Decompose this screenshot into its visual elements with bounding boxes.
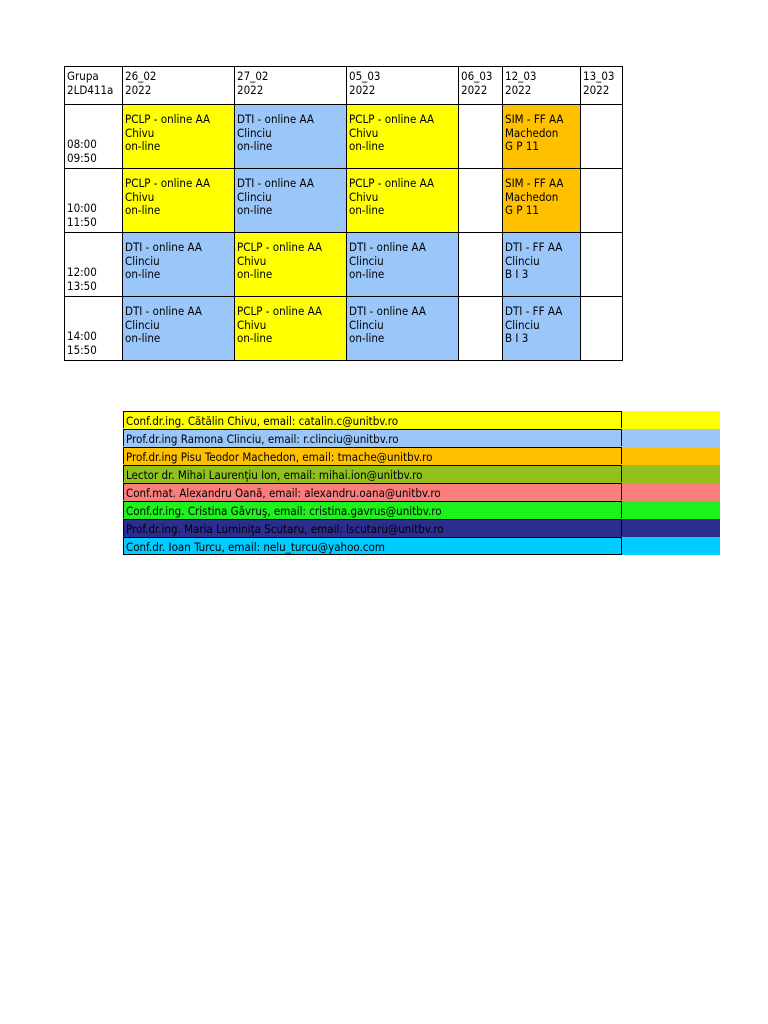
legend-row: [123, 429, 720, 447]
date-day: 27_02: [237, 69, 269, 83]
teacher-name: Clinciu: [349, 317, 384, 332]
date-header-cell: [235, 67, 347, 105]
class-cell: [123, 169, 235, 233]
course-label: PCLP - online AA: [125, 112, 211, 126]
class-cell: [503, 169, 581, 233]
date-header-cell: [581, 67, 623, 105]
teacher-name: Machedon: [505, 189, 559, 204]
course-label: PCLP - online AA: [349, 176, 435, 190]
teacher-name: Chivu: [237, 253, 267, 268]
empty-cell: [459, 233, 503, 297]
empty-cell: [459, 169, 503, 233]
date-year: 2022: [125, 82, 152, 97]
empty-cell: [581, 105, 623, 169]
course-label: DTI - online AA: [125, 304, 202, 318]
date-year: 2022: [461, 82, 488, 97]
time-end: 13:50: [67, 278, 97, 293]
room-label: on-line: [125, 331, 161, 345]
room-label: on-line: [125, 139, 161, 153]
legend-teacher-text: Prof.dr.ing Ramona Clinciu, email: r.clinciu@unitbv.ro: [123, 429, 622, 446]
legend-teacher-text: Conf.dr.ing. Cristina Găvruş, email: cristina.gavrus@unitbv.ro: [123, 501, 622, 518]
course-label: PCLP - online AA: [237, 240, 323, 254]
time-start: 12:00: [67, 265, 97, 279]
legend-teacher-text: Conf.dr.ing. Cătălin Chivu, email: catalin.c@unitbv.ro: [123, 411, 622, 428]
time-slot-cell: [65, 105, 123, 169]
time-start: 10:00: [67, 201, 97, 215]
room-label: G P 11: [505, 139, 539, 153]
teacher-name: Clinciu: [505, 317, 540, 332]
empty-cell: [581, 169, 623, 233]
teacher-name: Machedon: [505, 125, 559, 140]
legend-teacher-text: Conf.mat. Alexandru Oană, email: alexandru.oana@unitbv.ro: [123, 483, 622, 500]
course-label: DTI - online AA: [125, 240, 202, 254]
course-label: DTI - online AA: [237, 112, 314, 126]
room-label: on-line: [237, 203, 273, 217]
legend-row: [123, 501, 720, 519]
teacher-name: Chivu: [125, 189, 155, 204]
date-header-cell: [347, 67, 459, 105]
room-label: on-line: [349, 203, 385, 217]
class-cell: [123, 297, 235, 361]
legend-row: [123, 537, 720, 555]
legend-teacher-text: Prof.dr.ing. Maria Luminiţa Scutaru, email: lscutaru@unitbv.ro: [123, 519, 622, 536]
course-label: DTI - FF AA: [505, 240, 563, 254]
class-cell: [235, 169, 347, 233]
course-label: PCLP - online AA: [125, 176, 211, 190]
room-label: B I 3: [505, 267, 529, 281]
teacher-name: Clinciu: [237, 125, 272, 140]
class-cell: [347, 169, 459, 233]
date-day: 26_02: [125, 69, 157, 83]
class-cell: [503, 297, 581, 361]
legend-teacher-text: Prof.dr.ing Pisu Teodor Machedon, email: tmache@unitbv.ro: [123, 447, 622, 464]
legend-teacher-text: Lector dr. Mihai Laurenţiu Ion, email: mihai.ion@unitbv.ro: [123, 465, 622, 482]
teacher-legend: [123, 411, 720, 555]
legend-teacher-text: Conf.dr. Ioan Turcu, email: nelu_turcu@yahoo.com: [123, 537, 622, 555]
empty-cell: [581, 297, 623, 361]
schedule-table: [64, 66, 623, 361]
course-label: DTI - FF AA: [505, 304, 563, 318]
schedule-row: [65, 169, 623, 233]
course-label: PCLP - online AA: [349, 112, 435, 126]
time-start: 14:00: [67, 329, 97, 343]
time-slot-cell: [65, 233, 123, 297]
schedule-row: [65, 233, 623, 297]
date-year: 2022: [583, 82, 610, 97]
room-label: on-line: [237, 139, 273, 153]
empty-cell: [459, 105, 503, 169]
room-label: on-line: [349, 331, 385, 345]
class-cell: [235, 233, 347, 297]
time-end: 09:50: [67, 150, 97, 165]
time-slot-cell: [65, 297, 123, 361]
room-label: on-line: [125, 267, 161, 281]
time-start: 08:00: [67, 137, 97, 151]
legend-row: [123, 519, 720, 537]
room-label: on-line: [349, 267, 385, 281]
class-cell: [503, 233, 581, 297]
teacher-name: Clinciu: [349, 253, 384, 268]
teacher-name: Clinciu: [125, 253, 160, 268]
legend-row: [123, 465, 720, 483]
course-label: DTI - online AA: [349, 240, 426, 254]
class-cell: [235, 105, 347, 169]
class-cell: [347, 233, 459, 297]
legend-row: [123, 483, 720, 501]
room-label: G P 11: [505, 203, 539, 217]
date-day: 06_03: [461, 69, 493, 83]
class-cell: [347, 297, 459, 361]
date-year: 2022: [505, 82, 532, 97]
schedule-header-row: [65, 67, 623, 105]
schedule-body: [65, 67, 623, 361]
room-label: on-line: [237, 331, 273, 345]
date-year: 2022: [349, 82, 376, 97]
class-cell: [347, 105, 459, 169]
date-header-cell: [503, 67, 581, 105]
legend-row: [123, 447, 720, 465]
class-cell: [123, 105, 235, 169]
time-slot-cell: [65, 169, 123, 233]
teacher-name: Chivu: [237, 317, 267, 332]
class-cell: [235, 297, 347, 361]
course-label: PCLP - online AA: [237, 304, 323, 318]
room-label: on-line: [237, 267, 273, 281]
time-end: 11:50: [67, 214, 97, 229]
course-label: SIM - FF AA: [505, 176, 564, 190]
room-label: B I 3: [505, 331, 529, 345]
date-header-cell: [459, 67, 503, 105]
legend-row: [123, 411, 720, 429]
teacher-name: Clinciu: [505, 253, 540, 268]
course-label: SIM - FF AA: [505, 112, 564, 126]
date-day: 13_03: [583, 69, 615, 83]
empty-cell: [581, 233, 623, 297]
date-header-cell: [123, 67, 235, 105]
room-label: on-line: [125, 203, 161, 217]
teacher-name: Chivu: [349, 125, 379, 140]
date-day: 12_03: [505, 69, 537, 83]
course-label: DTI - online AA: [237, 176, 314, 190]
course-label: DTI - online AA: [349, 304, 426, 318]
teacher-name: Clinciu: [237, 189, 272, 204]
teacher-name: Chivu: [349, 189, 379, 204]
empty-cell: [459, 297, 503, 361]
teacher-name: Clinciu: [125, 317, 160, 332]
group-label: Grupa: [67, 69, 99, 83]
class-cell: [123, 233, 235, 297]
group-header-cell: [65, 67, 123, 105]
date-year: 2022: [237, 82, 264, 97]
class-cell: [503, 105, 581, 169]
schedule-row: [65, 105, 623, 169]
room-label: on-line: [349, 139, 385, 153]
schedule-row: [65, 297, 623, 361]
group-code: 2LD411a: [67, 82, 114, 97]
time-end: 15:50: [67, 342, 97, 357]
date-day: 05_03: [349, 69, 381, 83]
teacher-name: Chivu: [125, 125, 155, 140]
